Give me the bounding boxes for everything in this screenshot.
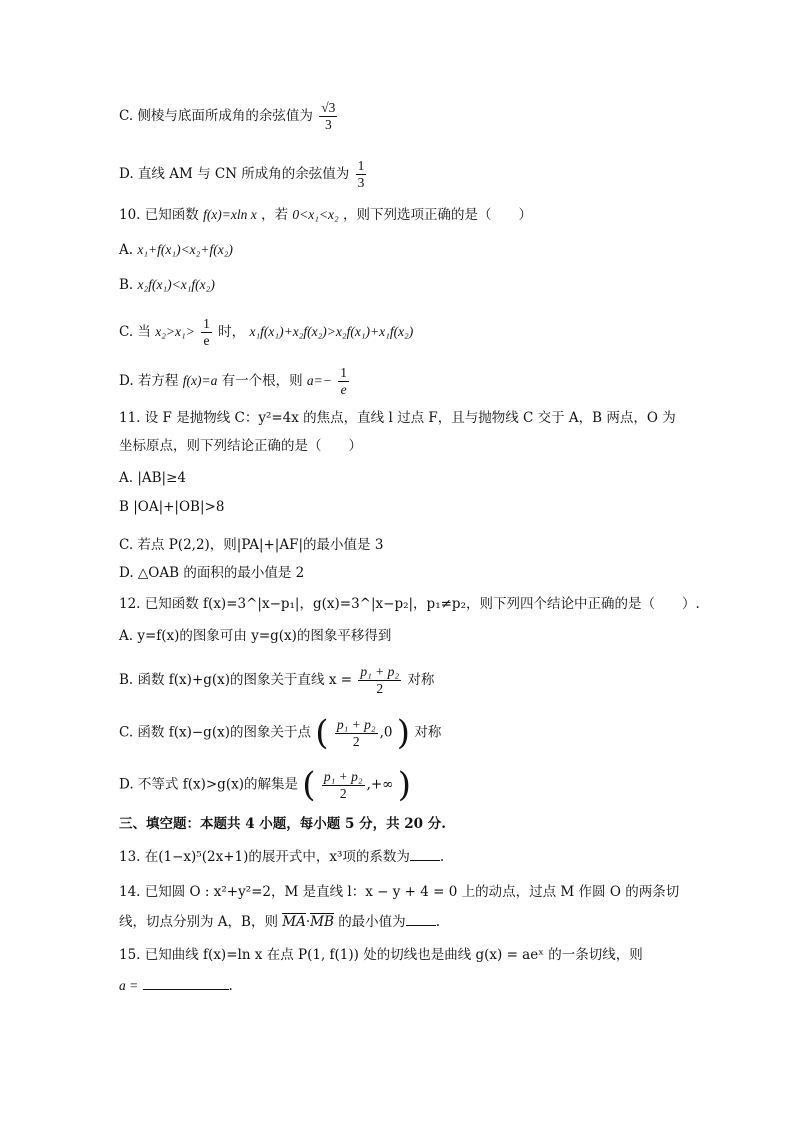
left-paren: ( bbox=[302, 765, 316, 805]
question-12-option-a: A. y=f(x)的图象可由 y=g(x)的图象平移得到 bbox=[119, 628, 392, 644]
fraction-p1-plus-p2-over-2 bbox=[335, 717, 378, 750]
question-11-option-a: A. |AB|≥4 bbox=[119, 470, 186, 486]
q15-end: . bbox=[228, 978, 233, 994]
q10-option-a-text: x₁+f(x₁)<x₂+f(x₂) bbox=[137, 242, 233, 257]
fraction-numerator: p₁ + p₂ bbox=[323, 768, 363, 784]
question-15-line1: 15. 已知曲线 f(x)=ln x 在点 P(1, f(1)) 处的切线也是曲线 g(x) = aeˣ 的一条切线，则 bbox=[119, 947, 643, 963]
q15-variable: a = bbox=[119, 978, 139, 993]
question-10-stem bbox=[119, 205, 532, 225]
answer-blank[interactable] bbox=[410, 848, 440, 861]
q14-line2-prefix: 线，切点分别为 A，B，则 bbox=[119, 914, 278, 930]
question-11-stem-line2: 坐标原点，则下列结论正确的是（ ） bbox=[119, 438, 362, 454]
question-14-line1: 14. 已知圆 O : x²+y²=2，M 是直线 l：x − y + 4 = 0 上的动点，过点 M 作圆 O 的两条切 bbox=[119, 884, 680, 900]
q10-option-c-prefix: C. 当 bbox=[119, 324, 151, 340]
question-12-stem: 12. 已知函数 f(x)=3^|x−p₁|，g(x)=3^|x−p₂|，p₁≠p₂，则下列四个结论中正确的是（ ）. bbox=[119, 596, 700, 612]
fraction-sqrt3-over-3 bbox=[319, 100, 337, 133]
question-11-option-b: B |OA|+|OB|>8 bbox=[119, 499, 225, 515]
q10-option-d-equation: f(x)=a bbox=[182, 373, 218, 388]
q10-condition: 0<x₁<x₂ bbox=[292, 207, 339, 222]
question-12-option-b bbox=[119, 664, 434, 697]
right-paren: ) bbox=[396, 713, 411, 753]
q12-option-d-tail: ,+∞ bbox=[366, 776, 394, 793]
section-3-heading: 三、填空题：本题共 4 小题，每小题 5 分，共 20 分. bbox=[119, 816, 446, 832]
option-letter: B. bbox=[119, 277, 138, 293]
fraction-numerator: p₁ + p₂ bbox=[360, 664, 400, 679]
question-12-option-d bbox=[119, 765, 411, 805]
question-11-option-c: C. 若点 P(2,2)，则|PA|+|AF|的最小值是 3 bbox=[119, 537, 384, 553]
q14-line2-suffix: 的最小值为 bbox=[338, 914, 406, 930]
question-10-option-c bbox=[119, 316, 413, 349]
option-9d bbox=[119, 158, 368, 191]
question-14-line2 bbox=[119, 912, 440, 932]
q13-end: . bbox=[439, 849, 445, 865]
fraction-numerator: 1 bbox=[357, 158, 365, 173]
option-9d-text: D. 直线 AM 与 CN 所成角的余弦值为 bbox=[119, 166, 350, 182]
q10-stem-prefix: 10. 已知函数 bbox=[119, 207, 199, 223]
q10-option-c-mid: 时， bbox=[218, 324, 246, 340]
fraction-p1-plus-p2-over-2 bbox=[358, 664, 401, 697]
q10-option-c-expression: x₁f(x₁)+x₂f(x₂)>x₂f(x₁)+x₁f(x₂) bbox=[249, 324, 414, 339]
right-paren: ) bbox=[397, 765, 411, 805]
option-9c-text: C. 侧棱与底面所成角的余弦值为 bbox=[119, 108, 313, 124]
question-10-option-a bbox=[119, 240, 233, 260]
option-letter: A. bbox=[119, 242, 138, 258]
question-11-option-d: D. △OAB 的面积的最小值是 2 bbox=[119, 565, 305, 581]
vector-mb: MB bbox=[310, 914, 334, 930]
fraction-numerator: 1 bbox=[203, 316, 210, 331]
vector-ma: MA bbox=[282, 914, 306, 930]
left-paren: ( bbox=[315, 713, 329, 753]
q12-option-b-suffix: 对称 bbox=[407, 672, 435, 688]
q10-option-d-lhs: a=− bbox=[306, 373, 332, 388]
fraction-1-over-3 bbox=[356, 158, 367, 191]
fraction-numerator: p₁ + p₂ bbox=[336, 716, 376, 732]
fraction-denominator: 2 bbox=[339, 785, 347, 801]
question-10-option-d bbox=[119, 365, 351, 398]
question-11-stem-line1: 11. 设 F 是抛物线 C：y²=4x 的焦点，直线 l 过点 F，且与抛物线 C 交于 A，B 两点，O 为 bbox=[119, 410, 676, 426]
q10-option-b-text: x₂f(x₁)<x₁f(x₂) bbox=[137, 277, 215, 292]
fraction-p1-plus-p2-over-2 bbox=[322, 769, 365, 802]
q12-option-c-suffix: 对称 bbox=[414, 724, 442, 741]
q12-option-c-tail: ,0 bbox=[379, 724, 393, 741]
fraction-denominator: e bbox=[203, 333, 210, 348]
answer-blank[interactable] bbox=[406, 913, 436, 926]
q10-stem-suffix: ，则下列选项正确的是（ ） bbox=[343, 207, 533, 223]
q10-stem-mid: ，若 bbox=[261, 207, 289, 223]
fraction-numerator: 1 bbox=[340, 365, 347, 380]
fraction-denominator: e bbox=[340, 382, 347, 397]
answer-blank[interactable] bbox=[143, 977, 229, 990]
q12-option-d-prefix: D. 不等式 f(x)>g(x)的解集是 bbox=[119, 776, 298, 793]
fraction-denominator: 3 bbox=[324, 117, 332, 132]
dot-operator: · bbox=[305, 914, 311, 930]
q12-option-c-prefix: C. 函数 f(x)−g(x)的图象关于点 bbox=[119, 724, 311, 741]
q13-text: 13. 在(1−x)⁵(2x+1)的展开式中，x³项的系数为 bbox=[119, 849, 410, 865]
question-13 bbox=[119, 847, 444, 867]
fraction-denominator: 2 bbox=[352, 733, 360, 749]
q14-end: . bbox=[435, 914, 440, 930]
fraction-1-over-e bbox=[338, 365, 349, 398]
fraction-denominator: 3 bbox=[357, 175, 365, 190]
question-15-line2 bbox=[119, 976, 233, 996]
q12-option-b-prefix: B. 函数 f(x)+g(x)的图象关于直线 x = bbox=[119, 672, 353, 688]
q10-option-d-prefix: D. 若方程 bbox=[119, 373, 179, 389]
fraction-numerator: √3 bbox=[321, 100, 336, 115]
fraction-1-over-e bbox=[201, 316, 212, 349]
question-10-option-b bbox=[119, 275, 215, 295]
q10-option-d-mid: 有一个根，则 bbox=[221, 373, 303, 389]
question-12-option-c bbox=[119, 713, 442, 753]
option-9c bbox=[119, 100, 339, 133]
q10-option-c-condition: x₂>x₁> bbox=[155, 324, 195, 339]
q10-function: f(x)=xln x bbox=[203, 207, 257, 222]
fraction-denominator: 2 bbox=[376, 681, 384, 696]
